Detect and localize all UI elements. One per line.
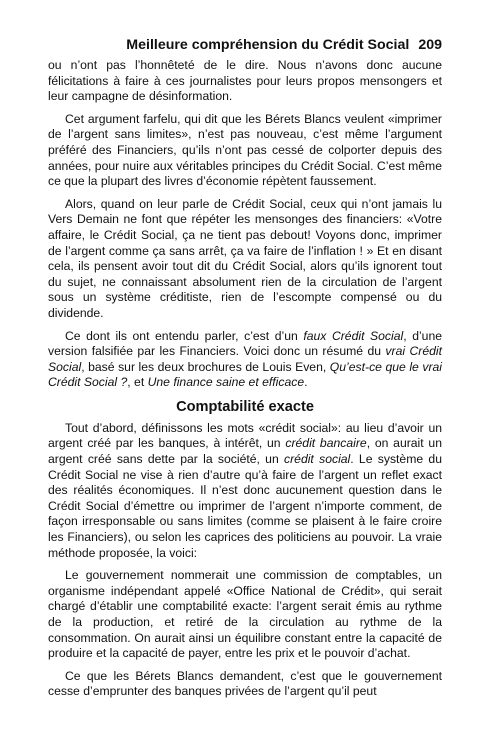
emphasis-vrai-credit-social: vrai Crédit Social (48, 344, 442, 374)
section-heading: Comptabilité exacte (176, 398, 314, 415)
text-run: , et (127, 375, 148, 390)
paragraph-continued: ou n’ont pas l’honnêteté de le dire. Nous n’avons donc aucune félicitations à faire à ces journalistes pour leurs propos mensongers et leur campagne de désinformation. (48, 58, 442, 104)
book-page (48, 36, 442, 707)
text-run: Tout d’abord, définissons les mots «crédit social»: au lieu d’avoir un argent créé par les banques, à intérêt, un (48, 420, 442, 451)
running-header (48, 36, 442, 54)
emphasis-credit-social: crédit social (284, 452, 351, 467)
emphasis-credit-bancaire: crédit bancaire (285, 436, 367, 451)
chapter-title: Meilleure compréhension du Crédit Social (126, 37, 410, 53)
paragraph-demand: Ce que les Bérets Blancs demandent, c’est que le gouvernement cesse d’emprunter des banques privées de l’argent qu’il peut (48, 668, 442, 699)
paragraph-commission: Le gouvernement nommerait une commission de comptables, un organisme indépendant appelé «Office National de Crédit», qui serait chargé d’établir une comptabilité exacte: l’argent serait émis au rythme de la production, et retiré de la circulation au rythme de la consommation. On aurait ainsi un équilibre constant entre la capacité de produire et la capacité de payer, entre les prix et le pouvoir d’achat. (48, 568, 442, 661)
emphasis-faux-credit-social: faux Crédit Social (303, 328, 404, 343)
text-run: Ce dont ils ont entendu parler, c’est d’un (65, 328, 304, 343)
text-run: , d’une version falsifiée par les Financiers. Voici donc un résumé du (48, 328, 443, 359)
page-number: 209 (418, 37, 442, 53)
text-run: . Le système du Crédit Social ne vise à rien d’autre qu’à faire de l’argent un reflet exact des réalités économiques. Il n’est donc aucunement question dans le Crédit Social d’émettre ou imprimer de l’argent n’importe comment, de façon irresponsable ou sans limites (comme se plaisent à le faire croire les Financiers), ou selon les caprices des politiciens au pouvoir. La vraie méthode proposée, la voici: (48, 452, 442, 560)
emphasis-brochure-title-1: Qu’est-ce que le vrai Crédit Social ? (48, 359, 443, 390)
text-run: . (304, 375, 308, 390)
paragraph-summary-intro (48, 329, 442, 391)
text-run: , on aurait un argent créé sans dette par la société, un (48, 436, 442, 467)
text-run: , basé sur les deux brochures de Louis Even, (81, 359, 330, 374)
paragraph-argument: Cet argument farfelu, qui dit que les Bérets Blancs veulent «imprimer de l’argent sans limites», n’est pas nouveau, c’est même l’argument préféré des Financiers, qu’ils n’ont pas cessé de colporter depuis des années, pour nuire aux véritables principes du Crédit Social. C’est même ce que la plupart des livres d’économie répètent faussement. (48, 111, 442, 189)
emphasis-brochure-title-2: Une finance saine et efficace (147, 375, 305, 390)
paragraph-vers-demain: Alors, quand on leur parle de Crédit Social, ceux qui n’ont jamais lu Vers Demain ne font que répéter les mensonges des financiers: «Votre affaire, le Crédit Social, ça ne tient pas debout! Voyons donc, imprimer de l’argent comme ça sans arrêt, ça va faire de l’inflation ! » Et en disant cela, ils pensent avoir tout dit du Crédit Social, alors qu’ils ignorent tout du sujet, ne connaissant absolument rien de la circulation de l’argent sous un système créditiste, rien de l’escompte compensé ou du dividende. (48, 196, 442, 320)
paragraph-definition (48, 421, 442, 561)
